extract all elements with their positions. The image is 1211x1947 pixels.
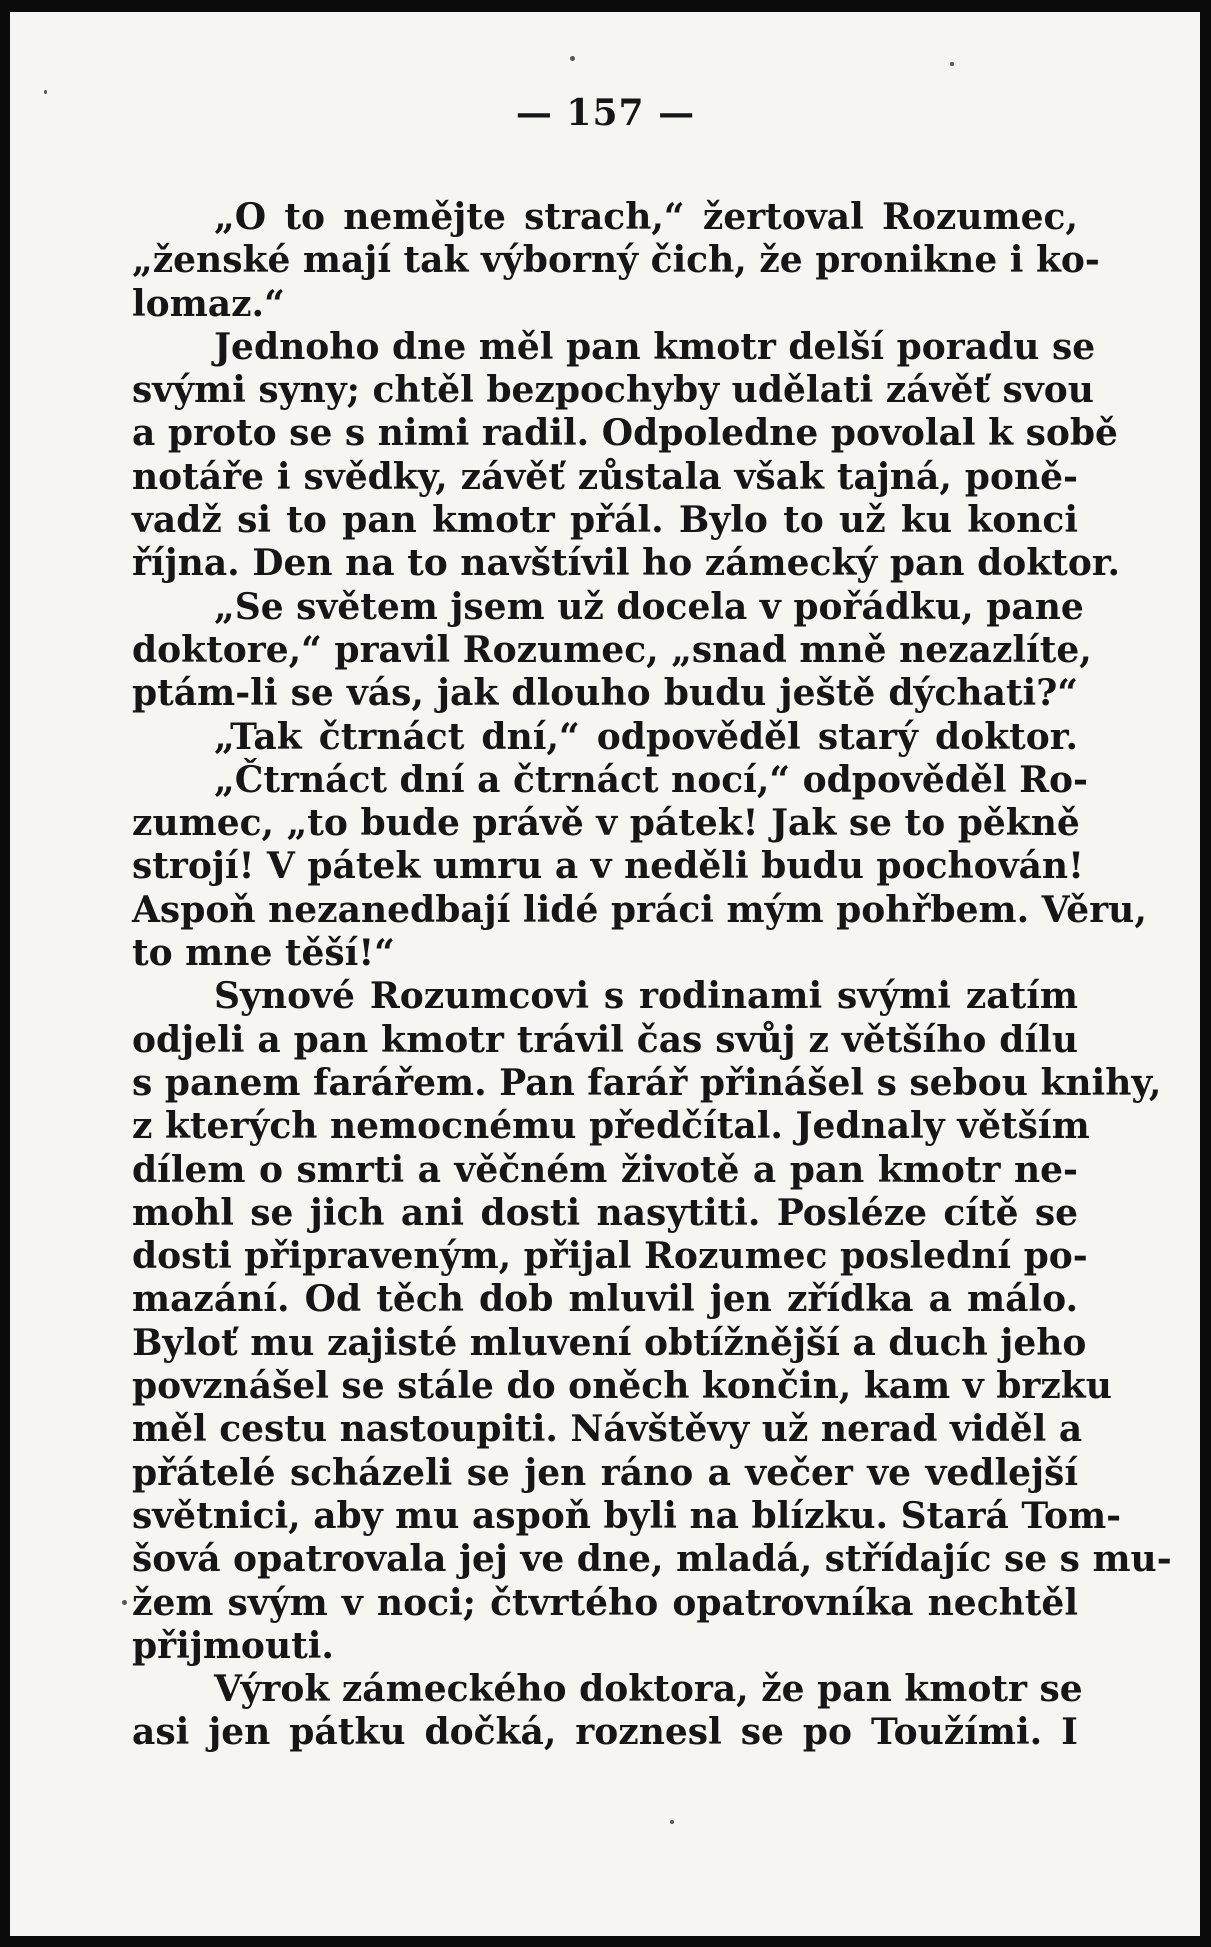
text-line: a proto se s nimi radil. Odpoledne povolal k sobě bbox=[132, 412, 1118, 455]
text-line: žem svým v noci; čtvrtého opatrovníka nechtěl bbox=[132, 1581, 1078, 1624]
text-line: notáře i svědky, závěť zůstala však tajná, poně- bbox=[132, 455, 1078, 498]
page-number: — 157 — bbox=[515, 92, 696, 134]
text-line: mohl se jich ani dosti nasytiti. Posléze cítě se bbox=[132, 1191, 1078, 1234]
text-line: odjeli a pan kmotr trávil čas svůj z většího dílu bbox=[132, 1018, 1078, 1061]
text-line: dílem o smrti a věčném životě a pan kmotr ne- bbox=[132, 1148, 1078, 1191]
text-line: „Tak čtrnáct dní,“ odpověděl starý doktor. bbox=[214, 715, 1078, 758]
text-line: Jednoho dne měl pan kmotr delší poradu se bbox=[214, 325, 1096, 368]
text-line: Byloť mu zajisté mluvení obtížnější a duch jeho bbox=[132, 1321, 1087, 1364]
text-line: měl cestu nastoupiti. Návštěvy už nerad viděl a bbox=[132, 1408, 1083, 1451]
text-line: „O to nemějte strach,“ žertoval Rozumec, bbox=[214, 196, 1078, 238]
text-line: z kterých nemocnému předčítal. Jednaly větším bbox=[132, 1105, 1090, 1148]
text-line: povznášel se stále do oněch končin, kam v brzku bbox=[132, 1365, 1112, 1408]
text-line: lomaz.“ bbox=[132, 282, 285, 325]
print-speck bbox=[670, 1820, 674, 1824]
text-line: Aspoň nezanedbají lidé práci mým pohřbem. Věru, bbox=[132, 888, 1147, 931]
text-line: přátelé scházeli se jen ráno a večer ve vedlejší bbox=[132, 1451, 1078, 1494]
print-speck bbox=[122, 1600, 127, 1605]
print-speck bbox=[570, 56, 575, 61]
text-line: Výrok zámeckého doktora, že pan kmotr se bbox=[214, 1668, 1083, 1711]
text-line: mazání. Od těch dob mluvil jen zřídka a málo. bbox=[132, 1278, 1078, 1321]
text-line: „Se světem jsem už docela v pořádku, pane bbox=[214, 585, 1084, 628]
text-line: „ženské mají tak výborný čich, že pronikne i ko- bbox=[132, 239, 1100, 282]
text-line: strojí! V pátek umru a v neděli budu pochován! bbox=[132, 845, 1084, 888]
text-line: s panem farářem. Pan farář přinášel s sebou knihy, bbox=[132, 1061, 1162, 1104]
text-line: zumec, „to bude právě v pátek! Jak se to pěkně bbox=[132, 802, 1080, 845]
print-speck bbox=[950, 62, 954, 66]
text-line: „Čtrnáct dní a čtrnáct nocí,“ odpověděl Ro- bbox=[214, 758, 1088, 801]
text-line: vadž si to pan kmotr přál. Bylo to už ku konci bbox=[132, 499, 1078, 542]
body-text bbox=[132, 196, 1172, 1755]
text-line: přijmouti. bbox=[132, 1624, 334, 1667]
text-line: Synové Rozumcovi s rodinami svými zatím bbox=[214, 975, 1078, 1018]
text-line: dosti připraveným, přijal Rozumec poslední po- bbox=[132, 1235, 1088, 1278]
text-line: ptám-li se vás, jak dlouho budu ještě dýchati?“ bbox=[132, 672, 1078, 715]
text-line: října. Den na to navštívil ho zámecký pan doktor. bbox=[132, 542, 1121, 585]
text-line: asi jen pátku dočká, roznesl se po Toužími. I bbox=[132, 1711, 1078, 1754]
text-line: to mne těší!“ bbox=[132, 932, 395, 975]
text-line: svými syny; chtěl bezpochyby udělati závěť svou bbox=[132, 369, 1094, 412]
text-line: světnici, aby mu aspoň byli na blízku. Stará Tom- bbox=[132, 1494, 1122, 1537]
text-line: doktore,“ pravil Rozumec, „snad mně nezazlíte, bbox=[132, 628, 1092, 671]
text-line: šová opatrovala jej ve dne, mladá, střídajíc se s mu- bbox=[132, 1538, 1172, 1581]
